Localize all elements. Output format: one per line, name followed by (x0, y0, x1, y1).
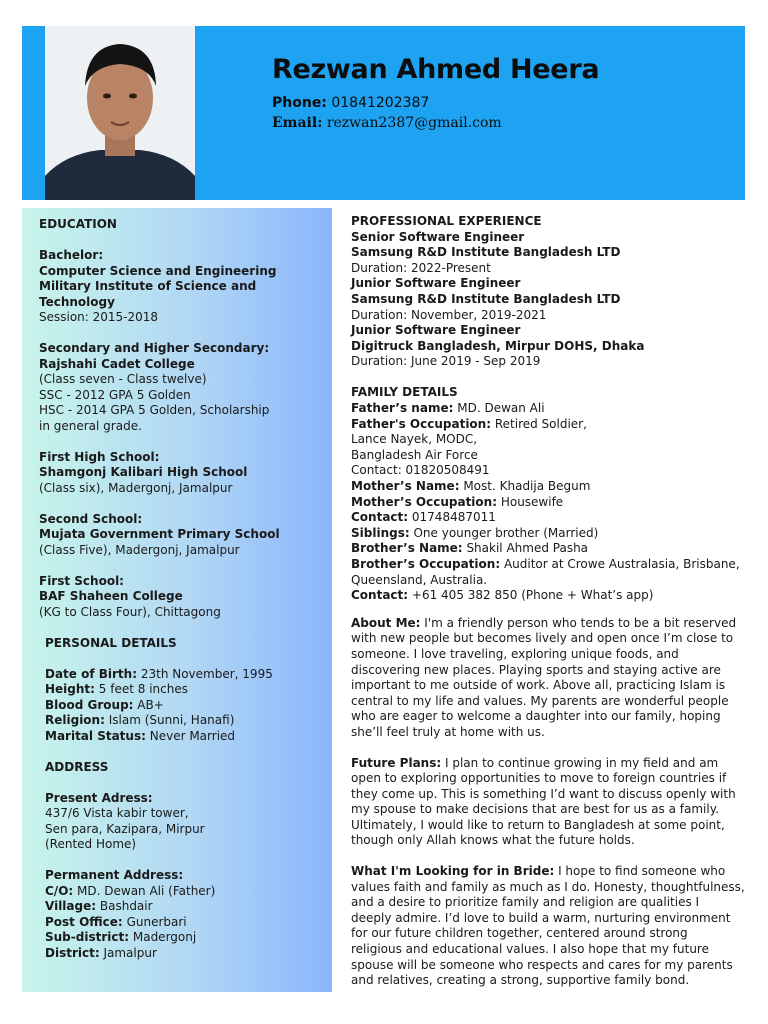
dob-label: Date of Birth: (45, 666, 138, 681)
second-school-detail: (Class Five), Madergonj, Jamalpur (39, 542, 240, 557)
religion-row (45, 713, 324, 729)
experience-heading: PROFESSIONAL EXPERIENCE (351, 214, 542, 228)
secondary-label: Secondary and Higher Secondary: (39, 341, 270, 355)
brother-name-row (351, 541, 751, 557)
mother-contact-value: 01748487011 (411, 510, 496, 525)
personal-heading: PERSONAL DETAILS (45, 635, 177, 650)
blood-label: Blood Group: (45, 697, 134, 712)
about-line-3: discovering new places. Playing sports and staying active are (351, 662, 721, 677)
future-line-1: open to exploring opportunities to move to foreign countries if (351, 771, 727, 786)
marital-row (45, 729, 324, 745)
present-address-line-3: (Rented Home) (45, 837, 137, 851)
village-row (45, 899, 324, 915)
subdistrict-value: Madergonj (132, 930, 197, 944)
header-left-strip (22, 26, 45, 200)
mother-contact-row (351, 510, 751, 526)
brother-contact-row (351, 588, 751, 604)
dob-row (45, 667, 324, 683)
job1-company: Samsung R&D Institute Bangladesh LTD (351, 245, 621, 260)
ssc-result: SSC - 2012 GPA 5 Golden (39, 387, 191, 402)
height-label: Height: (45, 682, 95, 696)
about-paragraph (351, 616, 751, 741)
job1-duration: Duration: 2022-Present (351, 260, 491, 275)
present-address-label: Present Adress: (45, 790, 153, 805)
brother-occupation-line-2: Queensland, Australia. (351, 572, 488, 587)
first-high-school-label: First High School: (39, 449, 160, 464)
family-heading: FAMILY DETAILS (351, 385, 458, 400)
personal-section (45, 636, 324, 962)
bride-line-1: values faith and family as much as I do. Honesty, thoughtfulness, (351, 879, 745, 894)
father-name-label: Father’s name: (351, 401, 454, 416)
left-column (39, 217, 324, 961)
future-label: Future Plans: (351, 755, 442, 770)
bride-line-7: and relatives, creating a strong, supportive family bond. (351, 973, 690, 988)
email-address: rezwan2387@gmail.com (326, 115, 502, 131)
job3-duration: Duration: June 2019 - Sep 2019 (351, 354, 541, 369)
bachelor-school-line-2: Technology (39, 294, 115, 309)
job3-title: Junior Software Engineer (351, 323, 521, 338)
bride-line-4: for our future children together, centered around strong (351, 926, 688, 941)
bachelor-school-line-1: Military Institute of Science and (39, 279, 257, 293)
job2-title: Junior Software Engineer (351, 276, 521, 291)
height-row (45, 682, 324, 698)
address-heading: ADDRESS (45, 759, 109, 774)
about-line-4: important to me outside of work. Above all, practicing Islam is (351, 678, 726, 693)
mother-name-value: Most. Khadija Begum (463, 479, 591, 493)
bride-line-0: I hope to find someone who (558, 864, 726, 879)
future-line-5: though only Allah knows what the future holds. (351, 833, 635, 848)
brother-contact-label: Contact: (351, 588, 409, 603)
blood-value: AB+ (137, 697, 164, 712)
brother-name-label: Brother’s Name: (351, 541, 463, 556)
job1-title: Senior Software Engineer (351, 229, 525, 244)
future-paragraph (351, 756, 751, 850)
post-office-row (45, 915, 324, 931)
hsc-result-line-2: in general grade. (39, 418, 142, 433)
present-address-line-2: Sen para, Kazipara, Mirpur (45, 821, 205, 836)
co-label: C/O: (45, 883, 74, 898)
about-line-0: I'm a friendly person who tends to be a bit reserved (424, 615, 737, 630)
co-row (45, 884, 324, 900)
about-line-2: someone. I love traveling, exploring unique foods, and (351, 646, 679, 661)
header-bar (195, 26, 745, 200)
mother-occupation-label: Mother’s Occupation: (351, 494, 497, 509)
blood-row (45, 698, 324, 714)
bride-line-3: deeply admire. I’d love to build a warm, nurturing environment (351, 910, 731, 925)
brother-occupation-line-1: Auditor at Crowe Australasia, Brisbane, (503, 556, 740, 571)
first-high-school-name: Shamgonj Kalibari High School (39, 465, 248, 479)
mother-occupation-row (351, 495, 751, 511)
mother-name-row (351, 479, 751, 495)
secondary-class: (Class seven - Class twelve) (39, 372, 207, 386)
co-value: MD. Dewan Ali (Father) (77, 883, 216, 898)
height-value: 5 feet 8 inches (98, 682, 188, 696)
first-school-name: BAF Shaheen College (39, 589, 183, 603)
post-office-value: Gunerbari (126, 914, 187, 929)
religion-label: Religion: (45, 713, 105, 727)
hsc-result-line-1: HSC - 2014 GPA 5 Golden, Scholarship (39, 403, 270, 417)
village-value: Bashdair (99, 899, 153, 913)
second-school-name: Mujata Government Primary School (39, 527, 280, 541)
marital-value: Never Married (149, 728, 236, 743)
about-line-6: who are eager to welcome a daughter into our family, hoping (351, 709, 721, 724)
future-line-3: my spouse to make decisions that are best for us as a family. (351, 802, 719, 817)
present-address-line-1: 437/6 Vista kabir tower, (45, 806, 189, 820)
about-line-1: with new people but becomes lively and open once I’m close to (351, 631, 734, 646)
mother-name-label: Mother’s Name: (351, 479, 460, 493)
about-line-5: central to my life and values. My parents are wonderful people (351, 693, 729, 708)
bride-paragraph (351, 864, 751, 989)
education-heading: EDUCATION (39, 217, 117, 231)
about-label: About Me: (351, 615, 421, 630)
phone-line (272, 95, 429, 111)
marital-label: Marital Status: (45, 728, 146, 743)
brother-occupation-row (351, 557, 751, 573)
religion-value: Islam (Sunni, Hanafi) (108, 713, 235, 727)
phone-label: Phone: (272, 95, 327, 111)
job2-duration: Duration: November, 2019-2021 (351, 307, 547, 322)
first-high-school-detail: (Class six), Madergonj, Jamalpur (39, 480, 233, 495)
district-value: Jamalpur (103, 945, 157, 960)
mother-occupation-value: Housewife (500, 494, 564, 509)
second-school-label: Second School: (39, 511, 143, 526)
right-column (351, 214, 751, 1004)
bride-line-6: spouse will be someone who respects and cares for my parents (351, 957, 733, 972)
brother-name-value: Shakil Ahmed Pasha (466, 541, 589, 556)
father-occupation-line-2: Lance Nayek, MODC, (351, 432, 478, 447)
siblings-value: One younger brother (Married) (413, 525, 599, 540)
email-label: Email: (272, 115, 323, 131)
siblings-label: Siblings: (351, 525, 410, 540)
father-name-row (351, 401, 751, 417)
father-occupation-line-3: Bangladesh Air Force (351, 447, 478, 462)
profile-photo (45, 26, 195, 200)
brother-occupation-label: Brother’s Occupation: (351, 556, 501, 571)
district-label: District: (45, 945, 100, 960)
secondary-school: Rajshahi Cadet College (39, 356, 195, 371)
future-line-0: I plan to continue growing in my field and am (444, 755, 719, 770)
siblings-row (351, 526, 751, 542)
bride-line-5: religious and educational values. I also hope that my future (351, 942, 709, 957)
bachelor-session: Session: 2015-2018 (39, 310, 159, 324)
mother-contact-label: Contact: (351, 510, 409, 525)
permanent-address-label: Permanent Address: (45, 868, 184, 882)
father-occupation-row (351, 417, 751, 433)
future-line-2: they come up. This is something I’d want to discuss openly with (351, 786, 736, 801)
village-label: Village: (45, 899, 97, 913)
post-office-label: Post Office: (45, 914, 123, 929)
job2-company: Samsung R&D Institute Bangladesh LTD (351, 291, 621, 306)
job3-company: Digitruck Bangladesh, Mirpur DOHS, Dhaka (351, 338, 645, 353)
bride-label: What I'm Looking for in Bride: (351, 864, 555, 879)
subdistrict-row (45, 930, 324, 946)
first-school-label: First School: (39, 573, 124, 588)
candidate-name: Rezwan Ahmed Heera (272, 54, 600, 85)
first-school-detail: (KG to Class Four), Chittagong (39, 604, 221, 619)
father-occupation-label: Father's Occupation: (351, 416, 492, 431)
subdistrict-label: Sub-district: (45, 930, 130, 944)
phone-number: 01841202387 (331, 95, 430, 111)
about-line-7: she’ll feel truly at home with us. (351, 724, 545, 739)
bachelor-label: Bachelor: (39, 248, 104, 262)
future-line-4: Ultimately, I would like to return to Bangladesh at some point, (351, 817, 725, 832)
dob-value: 23th November, 1995 (140, 666, 273, 681)
email-line (272, 115, 502, 131)
brother-contact-value: +61 405 382 850 (Phone + What’s app) (411, 588, 654, 603)
father-contact: Contact: 01820508491 (351, 463, 490, 478)
father-occupation-line-1: Retired Soldier, (494, 416, 587, 431)
bride-line-2: and a desire to prioritize family and religion are qualities I (351, 895, 700, 910)
district-row (45, 946, 324, 962)
bachelor-degree: Computer Science and Engineering (39, 263, 277, 278)
father-name-value: MD. Dewan Ali (457, 401, 545, 416)
